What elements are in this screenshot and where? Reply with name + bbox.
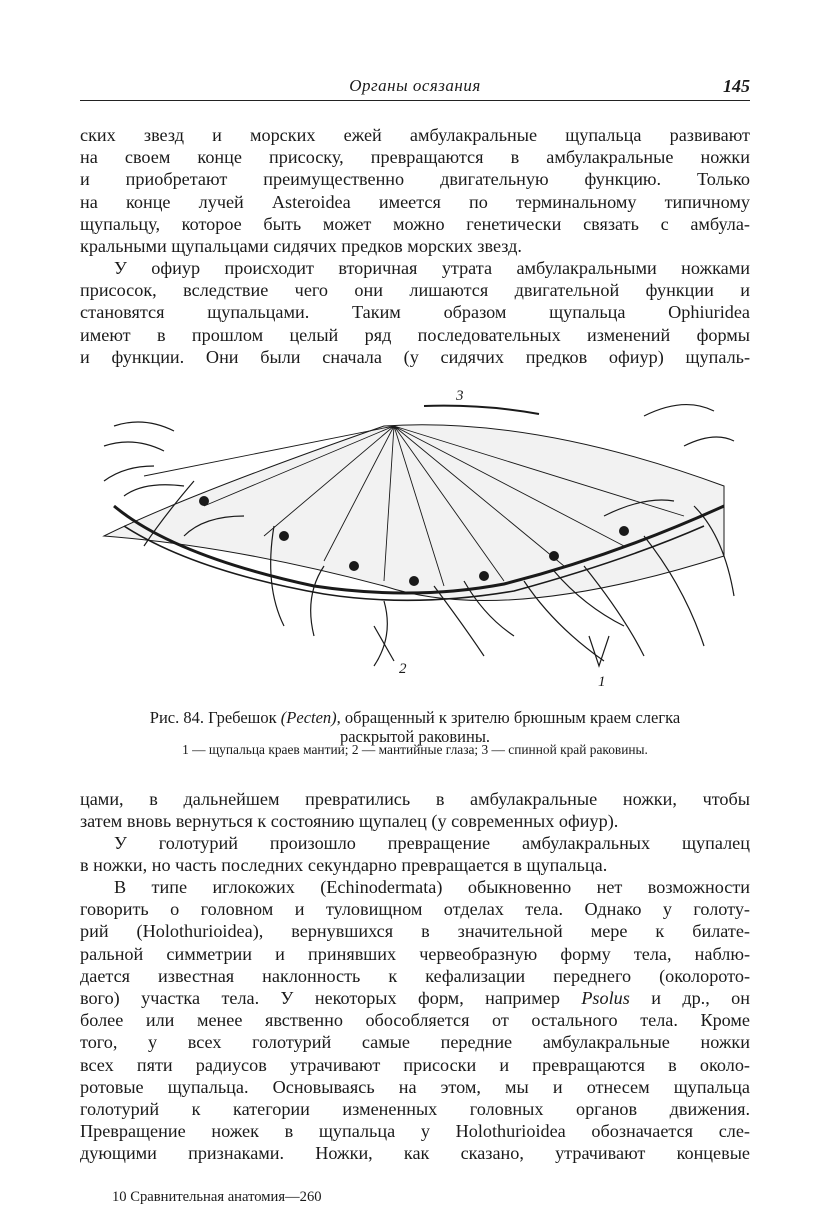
- text-line: становятся щупальцами. Таким образом щупальца Ophiuridea: [80, 302, 750, 323]
- text-line: рий (Holothurioidea), вернувшихся в значительной мере к билате-: [80, 921, 750, 942]
- paragraph-1: [80, 124, 750, 257]
- paragraph-3: [80, 788, 750, 832]
- text-line: ральной симметрии и принявших червеобразную форму тела, наблю-: [80, 943, 750, 964]
- text-line: У голотурий произошло превращение амбулакральных щупалец: [114, 833, 750, 853]
- page-number: 145: [723, 76, 750, 96]
- signature-line: 10 Сравнительная анатомия—260: [112, 1189, 322, 1205]
- text-fragment: и др., он: [629, 988, 750, 1009]
- caption-text-continued: раскрытой раковины.: [339, 727, 491, 746]
- text-line: дующими признаками. Ножки, как сказано, утрачивают концевые: [80, 1143, 750, 1164]
- text-line: щупальцу, которое быть может можно генетически связать с амбула-: [80, 213, 750, 234]
- text-line: более или менее явственно обособляется от остального тела. Кроме: [80, 1010, 750, 1031]
- text-line: присосок, вследствие чего они лишаются двигательной функции и: [80, 280, 750, 301]
- paragraph-4: [80, 832, 750, 876]
- text-line: говорить о головном и туловищном отделах тела. Однако у голоту-: [80, 899, 750, 920]
- text-line: ротовые щупальца. Основываясь на этом, мы и отнесем щупальца: [80, 1076, 750, 1097]
- paragraph-5: [80, 876, 750, 1165]
- text-line: [80, 987, 750, 1009]
- text-line: на своем конце присоску, превращаются в амбулакральные ножки: [80, 147, 750, 168]
- text-line: голотурий к категории измененных головных органов движения.: [80, 1099, 750, 1120]
- running-head: [80, 76, 750, 102]
- text-line: затем вновь вернуться к состоянию щупалец (у современных офиур).: [80, 811, 619, 832]
- paragraph-2: [80, 257, 750, 368]
- running-title: Органы осязания: [349, 76, 481, 95]
- text-line: всех пяти радиусов утрачивают присоски и превращаются в около-: [80, 1054, 750, 1075]
- caption-prefix: Рис. 84. Гребешок: [149, 708, 281, 727]
- text-line: У офиур происходит вторичная утрата амбулакральными ножками: [114, 258, 750, 278]
- text-line: имеют в прошлом целый ряд последовательных изменений формы: [80, 324, 750, 345]
- label-3: 3: [456, 388, 464, 404]
- text-line: ских звезд и морских ежей амбулакральные щупальца развивают: [80, 125, 750, 145]
- label-1: 1: [598, 674, 606, 690]
- text-line: В типе иглокожих (Echinodermata) обыкновенно нет возможности: [114, 877, 750, 897]
- caption-text: , обращенный к зрителю брюшным краем слегка: [336, 708, 681, 727]
- figure-legend: 1 — щупальца краев мантии; 2 — мантийные глаза; 3 — спинной край раковины.: [182, 742, 648, 757]
- label-2: 2: [399, 661, 407, 677]
- text-line: в ножки, но часть последних секундарно превращается в щупальца.: [80, 855, 608, 876]
- header-rule: [80, 100, 750, 101]
- text-line: того, у всех голотурий самые передние амбулакральные ножки: [80, 1032, 750, 1053]
- taxon-psolus: Psolus: [581, 988, 630, 1009]
- text-fragment: вого) участка тела. У некоторых форм, например: [80, 988, 582, 1009]
- caption-taxon: (Pecten): [280, 708, 337, 727]
- text-line: на конце лучей Asteroidea имеется по терминальному типичному: [80, 191, 750, 212]
- pecten-illustration: [84, 386, 750, 696]
- text-line: и функции. Они были сначала (у сидячих предков офиур) щупаль-: [80, 346, 750, 367]
- text-line: и приобретают преимущественно двигательную функцию. Только: [80, 169, 750, 190]
- text-line: кральными щупальцами сидячих предков морских звезд.: [80, 236, 522, 257]
- figure-caption: [80, 708, 750, 746]
- text-line: Превращение ножек в щупальца у Holothurioidea обозначается сле-: [80, 1121, 750, 1142]
- text-line: дается известная наклонность к кефализации переднего (околорото-: [80, 965, 750, 986]
- text-line: цами, в дальнейшем превратились в амбулакральные ножки, чтобы: [80, 789, 750, 809]
